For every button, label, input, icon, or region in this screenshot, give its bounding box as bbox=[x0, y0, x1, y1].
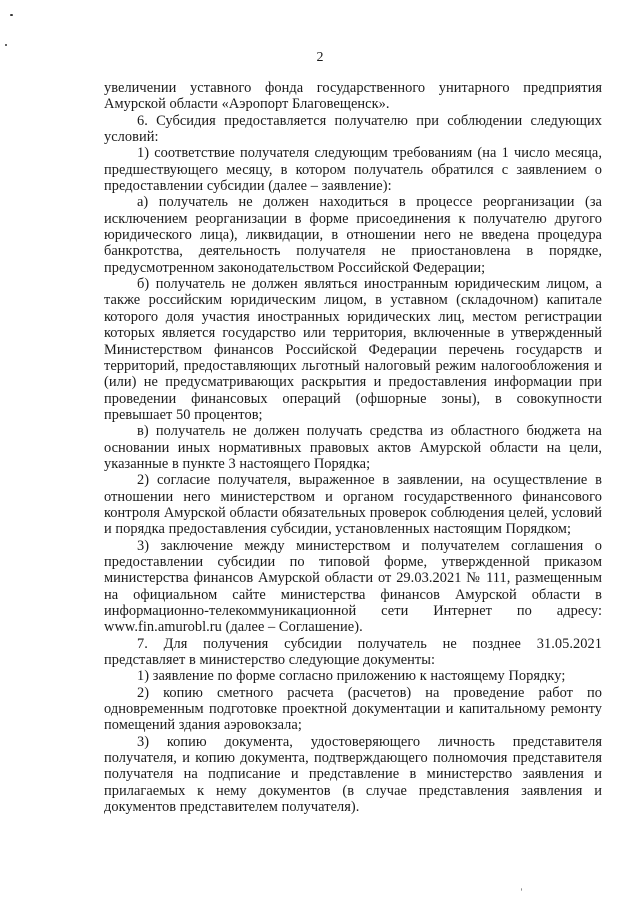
page-number: 2 bbox=[316, 50, 324, 65]
paragraph-document-2: 2) копию сметного расчета (расчетов) на проведение работ по одновременным подготовке проектной документации и капитальному ремонту помещений здания аэровокзала; bbox=[104, 684, 602, 734]
paragraph-document-1: 1) заявление по форме согласно приложению к настоящему Порядку; bbox=[137, 668, 566, 685]
paragraph-condition-1a: а) получатель не должен находиться в процессе реорганизации (за исключением реорганизации в форме присоединения к получателю другого юридического лица), ликвидации, в отношении него не введена процедура банкротства, деятельность получателя не приостановлена в порядке, предусмотренном законодательством Российской Федерации; bbox=[104, 194, 602, 276]
scan-speck bbox=[10, 14, 13, 16]
document-body bbox=[104, 80, 602, 815]
paragraph-document-3: 3) копию документа, удостоверяющего личность представителя получателя, и копию документа, подтверждающего полномочия представителя получателя на подписание и представление в министерство заявления и прилагаемых к нему документов (в случае представления заявления и документов представителем получателя). bbox=[104, 733, 602, 816]
paragraph-continuation: увеличении уставного фонда государственного унитарного предприятия Амурской области «Аэропорт Благовещенск». bbox=[104, 80, 602, 113]
scan-speck bbox=[5, 44, 7, 46]
scan-speck bbox=[521, 888, 522, 891]
paragraph-condition-1: 1) соответствие получателя следующим требованиям (на 1 число месяца, предшествующего месяцу, в котором получатель обратился с заявлением о предоставлении субсидии (далее – заявление): bbox=[104, 145, 602, 195]
paragraph-condition-1b: б) получатель не должен являться иностранным юридическим лицом, а также российским юридическим лицом, в уставном (складочном) капитале которого доля участия иностранных юридических лиц, местом регистрации которых является государство или территория, включенные в утвержденный Министерством финансов Российской Федерации перечень государств и территорий, предоставляющих льготный налоговый режим налогообложения и (или) не предусматривающих раскрытия и предоставления информации при проведении финансовых операций (офшорные зоны), в совокупности превышает 50 процентов; bbox=[104, 276, 602, 423]
paragraph-condition-1c: в) получатель не должен получать средства из областного бюджета на основании иных нормативных правовых актов Амурской области на цели, указанные в пункте 3 настоящего Порядка; bbox=[104, 423, 602, 472]
paragraph-clause-6: 6. Субсидия предоставляется получателю при соблюдении следующих условий: bbox=[104, 112, 602, 146]
paragraph-clause-7: 7. Для получения субсидии получатель не позднее 31.05.2021 представляет в министерство следующие документы: bbox=[104, 635, 602, 669]
paragraph-condition-3: 3) заключение между министерством и получателем соглашения о предоставлении субсидии по типовой форме, утвержденной приказом министерства финансов Амурской области от 29.03.2021 № 111, размещенным на официальном сайте министерства финансов Амурской области в информационно-телекоммуникационной сети Интернет по адресу: www.fin.amurobl.ru (далее – Соглашение). bbox=[104, 537, 602, 636]
paragraph-condition-2: 2) согласие получателя, выраженное в заявлении, на осуществление в отношении него министерством и органом государственного финансового контроля Амурской области обязательных проверок соблюдения целей, условий и порядка предоставления субсидии, установленных настоящим Порядком; bbox=[104, 472, 602, 538]
